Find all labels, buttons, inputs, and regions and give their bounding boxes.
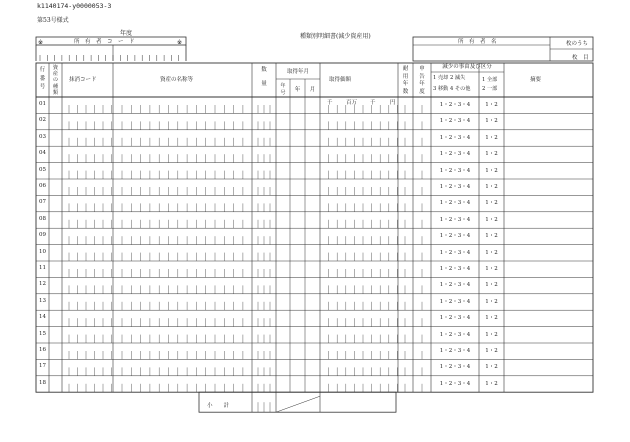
reason-options[interactable]: 1・2・3・4 — [439, 184, 471, 190]
portion-options[interactable]: 1・2 — [485, 200, 498, 207]
row-number: 09 — [39, 232, 46, 239]
header-month: 月 — [309, 87, 316, 93]
reason-options[interactable]: 1・2・3・4 — [439, 134, 471, 141]
price-unit-thousand: 千 — [327, 100, 333, 106]
reason-options[interactable]: 1・2・3・4 — [439, 364, 471, 371]
header-row-number-char: 号 — [39, 84, 46, 90]
sheet-of-label: 枚のうち — [566, 41, 589, 47]
header-reason-option-2: 3 移動 4 その他 — [433, 86, 471, 92]
header-portion-option-2: 2 一部 — [482, 86, 498, 92]
row-number: 01 — [39, 101, 46, 107]
owner-code-label: 所 有 者 コ ー ド — [74, 39, 135, 45]
form-title: 種類別明細書(減少資産用) — [300, 33, 371, 40]
portion-options[interactable]: 1・2 — [485, 233, 498, 240]
row-number: 12 — [39, 281, 46, 288]
reason-options[interactable]: 1・2・3・4 — [439, 118, 471, 125]
reason-options[interactable]: 1・2・3・4 — [439, 331, 471, 338]
header-quantity-char: 量 — [261, 81, 267, 87]
price-unit-yen: 円 — [390, 100, 396, 106]
portion-options[interactable]: 1・2 — [485, 331, 498, 338]
owner-code-mark-left: ※ — [38, 39, 44, 46]
reason-options[interactable]: 1・2・3・4 — [439, 102, 471, 108]
header-useful-life-char: 用 — [402, 73, 409, 80]
portion-options[interactable]: 1・2 — [485, 102, 498, 108]
header-asset-type-char: 類 — [52, 89, 59, 96]
subtotal-label: 小 計 — [207, 403, 230, 409]
row-number: 18 — [39, 379, 46, 386]
row-number: 17 — [39, 363, 46, 370]
row-number: 14 — [39, 314, 46, 321]
header-useful-life-char: 年 — [402, 81, 409, 87]
header-reason: 減少の事由及び区分 — [442, 64, 492, 70]
header-useful-life-char: 耐 — [402, 66, 409, 72]
row-number: 15 — [39, 330, 46, 337]
reason-options[interactable]: 1・2・3・4 — [439, 380, 471, 387]
header-era-char: 号 — [280, 90, 286, 96]
portion-options[interactable]: 1・2 — [485, 282, 498, 289]
form-number: 第53号様式 — [37, 17, 69, 24]
header-asset-type-char: 産 — [52, 71, 59, 78]
row-number: 03 — [39, 133, 46, 140]
header-declared-year-char: 申 — [419, 66, 425, 72]
row-number: 08 — [39, 215, 46, 222]
price-unit-million: 百万 — [346, 100, 358, 106]
row-number: 10 — [39, 248, 46, 255]
fiscal-year-label: 年度 — [120, 30, 133, 37]
header-useful-life-char: 数 — [402, 88, 409, 95]
header-acquisition-price: 取得価額 — [329, 77, 352, 83]
portion-options[interactable]: 1・2 — [485, 151, 498, 158]
portion-options[interactable]: 1・2 — [485, 315, 498, 322]
portion-options[interactable]: 1・2 — [485, 134, 498, 141]
header-deletion-code: 抹消コード — [69, 77, 97, 83]
reason-options[interactable]: 1・2・3・4 — [439, 233, 471, 240]
header-declared-year-char: 年 — [419, 81, 425, 87]
portion-options[interactable]: 1・2 — [485, 167, 498, 174]
row-number: 04 — [39, 150, 46, 157]
header-row-number-char: 番 — [39, 75, 46, 82]
row-number: 16 — [39, 347, 46, 353]
portion-options[interactable]: 1・2 — [485, 216, 498, 223]
row-number: 06 — [39, 183, 46, 189]
portion-options[interactable]: 1・2 — [485, 348, 498, 354]
portion-options[interactable]: 1・2 — [485, 364, 498, 371]
reason-options[interactable]: 1・2・3・4 — [439, 216, 471, 223]
header-asset-name: 資産の名称等 — [160, 77, 194, 83]
reason-options[interactable]: 1・2・3・4 — [439, 200, 471, 207]
header-year: 年 — [294, 87, 301, 93]
price-unit-kilo: 千 — [370, 100, 376, 106]
header-declared-year-char: 告 — [419, 73, 425, 80]
header-era-char: 年 — [280, 83, 286, 89]
reason-options[interactable]: 1・2・3・4 — [439, 315, 471, 322]
header-remarks: 摘要 — [530, 77, 542, 83]
row-number: 05 — [39, 166, 46, 173]
header-quantity-char: 数 — [261, 67, 267, 73]
reason-options[interactable]: 1・2・3・4 — [439, 249, 471, 256]
header-acquisition-date: 取得年月 — [286, 69, 310, 75]
reason-options[interactable]: 1・2・3・4 — [439, 266, 471, 272]
row-number: 02 — [39, 117, 46, 124]
reason-options[interactable]: 1・2・3・4 — [439, 167, 471, 174]
row-number: 11 — [39, 265, 46, 271]
reason-options[interactable]: 1・2・3・4 — [439, 151, 471, 158]
header-reason-option-1: 1 売却 2 滅失 — [433, 75, 466, 81]
portion-options[interactable]: 1・2 — [485, 118, 498, 125]
reason-options[interactable]: 1・2・3・4 — [439, 298, 471, 305]
portion-options[interactable]: 1・2 — [485, 184, 498, 190]
reason-options[interactable]: 1・2・3・4 — [439, 348, 471, 354]
header-asset-type-char: 資 — [52, 65, 59, 71]
document-id: k1140174-y0000053-3 — [37, 2, 112, 10]
row-number: 13 — [39, 297, 46, 304]
header-declared-year-char: 度 — [419, 88, 425, 95]
owner-code-mark-right: ※ — [177, 39, 183, 46]
header-asset-type-char: の — [52, 77, 59, 84]
portion-options[interactable]: 1・2 — [485, 249, 498, 256]
portion-options[interactable]: 1・2 — [485, 380, 498, 387]
header-portion-option-1: 1 全部 — [482, 77, 498, 83]
portion-options[interactable]: 1・2 — [485, 266, 498, 272]
reason-options[interactable]: 1・2・3・4 — [439, 282, 471, 289]
sheet-number-label: 枚 目 — [572, 55, 589, 61]
header-row-number-char: 行 — [39, 67, 46, 73]
owner-name-label: 所 有 者 名 — [458, 39, 497, 45]
header-asset-type-char: 種 — [52, 83, 59, 90]
portion-options[interactable]: 1・2 — [485, 298, 498, 305]
row-number: 07 — [39, 199, 46, 206]
